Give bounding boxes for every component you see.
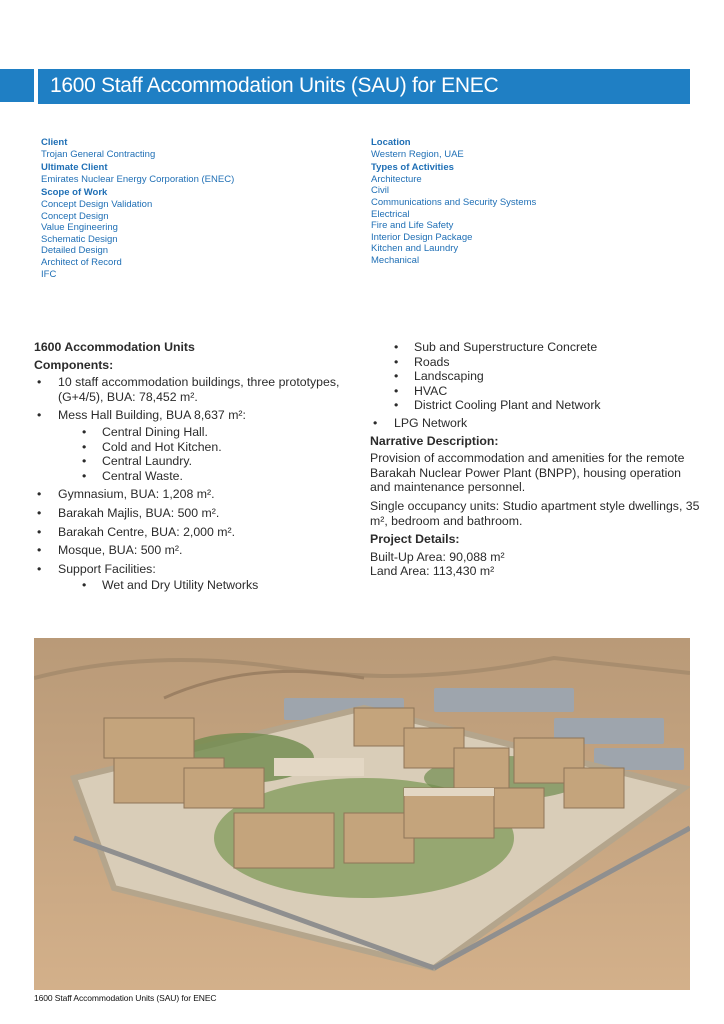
- client-value: Trojan General Contracting: [41, 148, 156, 160]
- activity-item: Architecture: [371, 173, 422, 185]
- list-item: • District Cooling Plant and Network: [370, 398, 700, 413]
- list-item: • Support Facilities: • Wet and Dry Utility Networks: [34, 562, 354, 593]
- scope-item: Concept Design Validation: [41, 198, 153, 210]
- accent-bar: [0, 69, 34, 102]
- components-list: [34, 375, 354, 593]
- list-item: • Roads: [370, 355, 700, 370]
- list-item: • LPG Network: [370, 416, 700, 431]
- scope-item: Value Engineering: [41, 222, 118, 234]
- ultimate-client-value: Emirates Nuclear Energy Corporation (ENEC): [41, 173, 235, 185]
- list-item: • Barakah Centre, BUA: 2,000 m².: [34, 525, 354, 540]
- activity-item: Kitchen and Laundry: [371, 243, 459, 255]
- scope-item: Detailed Design: [41, 245, 109, 257]
- components-column: [34, 340, 354, 597]
- list-item: • Sub and Superstructure Concrete: [370, 340, 700, 355]
- support-facilities-list: [370, 340, 700, 413]
- list-item: • Central Laundry.: [58, 454, 354, 469]
- list-item: • Cold and Hot Kitchen.: [58, 440, 354, 455]
- aerial-render-image: [34, 638, 690, 990]
- list-item: • Landscaping: [370, 369, 700, 384]
- narrative-label: Narrative Description:: [370, 433, 499, 448]
- location-label: Location: [371, 137, 411, 148]
- title-banner: [38, 69, 690, 104]
- narrative-text: Single occupancy units: Studio apartment style dwellings, 35 m², bedroom and bathroom.: [370, 498, 700, 528]
- activity-item: Civil: [371, 185, 389, 197]
- land-area: Land Area: 113,430 m²: [370, 564, 495, 579]
- scope-item: IFC: [41, 268, 57, 280]
- list-item: • Barakah Majlis, BUA: 500 m².: [34, 506, 354, 521]
- list-item: • Wet and Dry Utility Networks: [58, 578, 354, 593]
- scope-item: Concept Design: [41, 210, 109, 222]
- page-title: 1600 Staff Accommodation Units (SAU) for ENEC: [50, 74, 499, 97]
- image-caption: 1600 Staff Accommodation Units (SAU) for ENEC: [34, 993, 217, 1003]
- activity-item: Electrical: [371, 208, 410, 220]
- list-item: • Central Dining Hall.: [58, 425, 354, 440]
- narrative-text: Provision of accommodation and amenities for the remote Barakah Nuclear Power Plant (BNPP), housing operation and maintenance personnel.: [370, 451, 685, 495]
- ultimate-client-label: Ultimate Client: [41, 162, 108, 174]
- built-up-area: Built-Up Area: 90,088 m²: [370, 549, 505, 564]
- scope-item: Schematic Design: [41, 233, 118, 245]
- components-label: Components:: [34, 357, 114, 372]
- location-value: Western Region, UAE: [371, 148, 464, 160]
- project-info-right: [371, 137, 691, 267]
- activity-item: Interior Design Package: [371, 231, 473, 243]
- activity-item: Communications and Security Systems: [371, 196, 537, 208]
- list-item: • Central Waste.: [58, 469, 354, 484]
- list-item: • HVAC: [370, 384, 700, 399]
- client-label: Client: [41, 137, 68, 148]
- activity-item: Mechanical: [371, 254, 420, 266]
- activity-item: Fire and Life Safety: [371, 220, 454, 232]
- list-item: • Mess Hall Building, BUA 8,637 m²: • Central Dining Hall. • Cold and Hot Kitchen. • Central Laundry. • Central Waste.: [34, 408, 354, 483]
- project-info-left: [41, 137, 341, 280]
- activities-label: Types of Activities: [371, 162, 454, 174]
- scope-item: Architect of Record: [41, 256, 122, 268]
- list-item: • 10 staff accommodation buildings, three prototypes, (G+4/5), BUA: 78,452 m².: [34, 375, 354, 404]
- list-item: • Mosque, BUA: 500 m².: [34, 543, 354, 558]
- details-label: Project Details:: [370, 532, 460, 547]
- list-item: • Gymnasium, BUA: 1,208 m².: [34, 487, 354, 502]
- section-heading: 1600 Accommodation Units: [34, 340, 195, 354]
- scope-label: Scope of Work: [41, 187, 108, 199]
- description-column: [370, 340, 700, 579]
